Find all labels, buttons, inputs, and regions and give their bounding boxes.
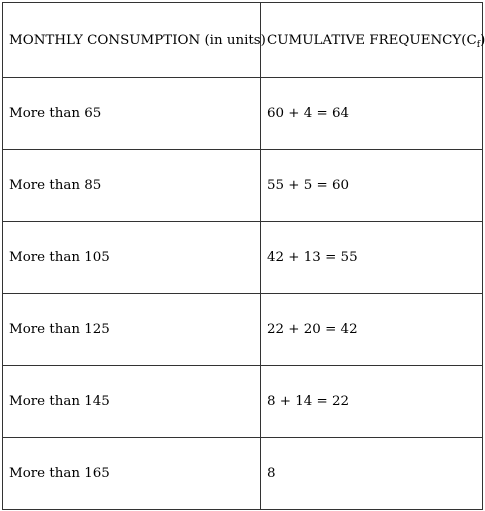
consumption-cell: More than 165 <box>3 438 261 510</box>
header-cf-label: CUMULATIVE FREQUENCY(C <box>267 32 477 48</box>
cumulative-frequency-table <box>2 2 483 510</box>
consumption-cell: More than 125 <box>3 294 261 366</box>
frequency-cell: 42 + 13 = 55 <box>261 222 483 294</box>
table-row <box>3 150 483 222</box>
frequency-cell: 55 + 5 = 60 <box>261 150 483 222</box>
frequency-cell: 8 <box>261 438 483 510</box>
consumption-cell: More than 105 <box>3 222 261 294</box>
table-header-row <box>3 3 483 78</box>
table-row <box>3 78 483 150</box>
header-cf-close: ) <box>480 32 485 48</box>
frequency-cell: 22 + 20 = 42 <box>261 294 483 366</box>
consumption-cell: More than 65 <box>3 78 261 150</box>
table-row <box>3 294 483 366</box>
frequency-cell: 8 + 14 = 22 <box>261 366 483 438</box>
table-row <box>3 438 483 510</box>
header-monthly-consumption: MONTHLY CONSUMPTION (in units) <box>3 3 261 78</box>
frequency-table-container <box>2 2 483 510</box>
table-row <box>3 366 483 438</box>
consumption-cell: More than 145 <box>3 366 261 438</box>
header-cf-subscript: f <box>476 39 481 50</box>
frequency-cell: 60 + 4 = 64 <box>261 78 483 150</box>
consumption-cell: More than 85 <box>3 150 261 222</box>
table-row <box>3 222 483 294</box>
header-cumulative-frequency <box>261 3 483 78</box>
